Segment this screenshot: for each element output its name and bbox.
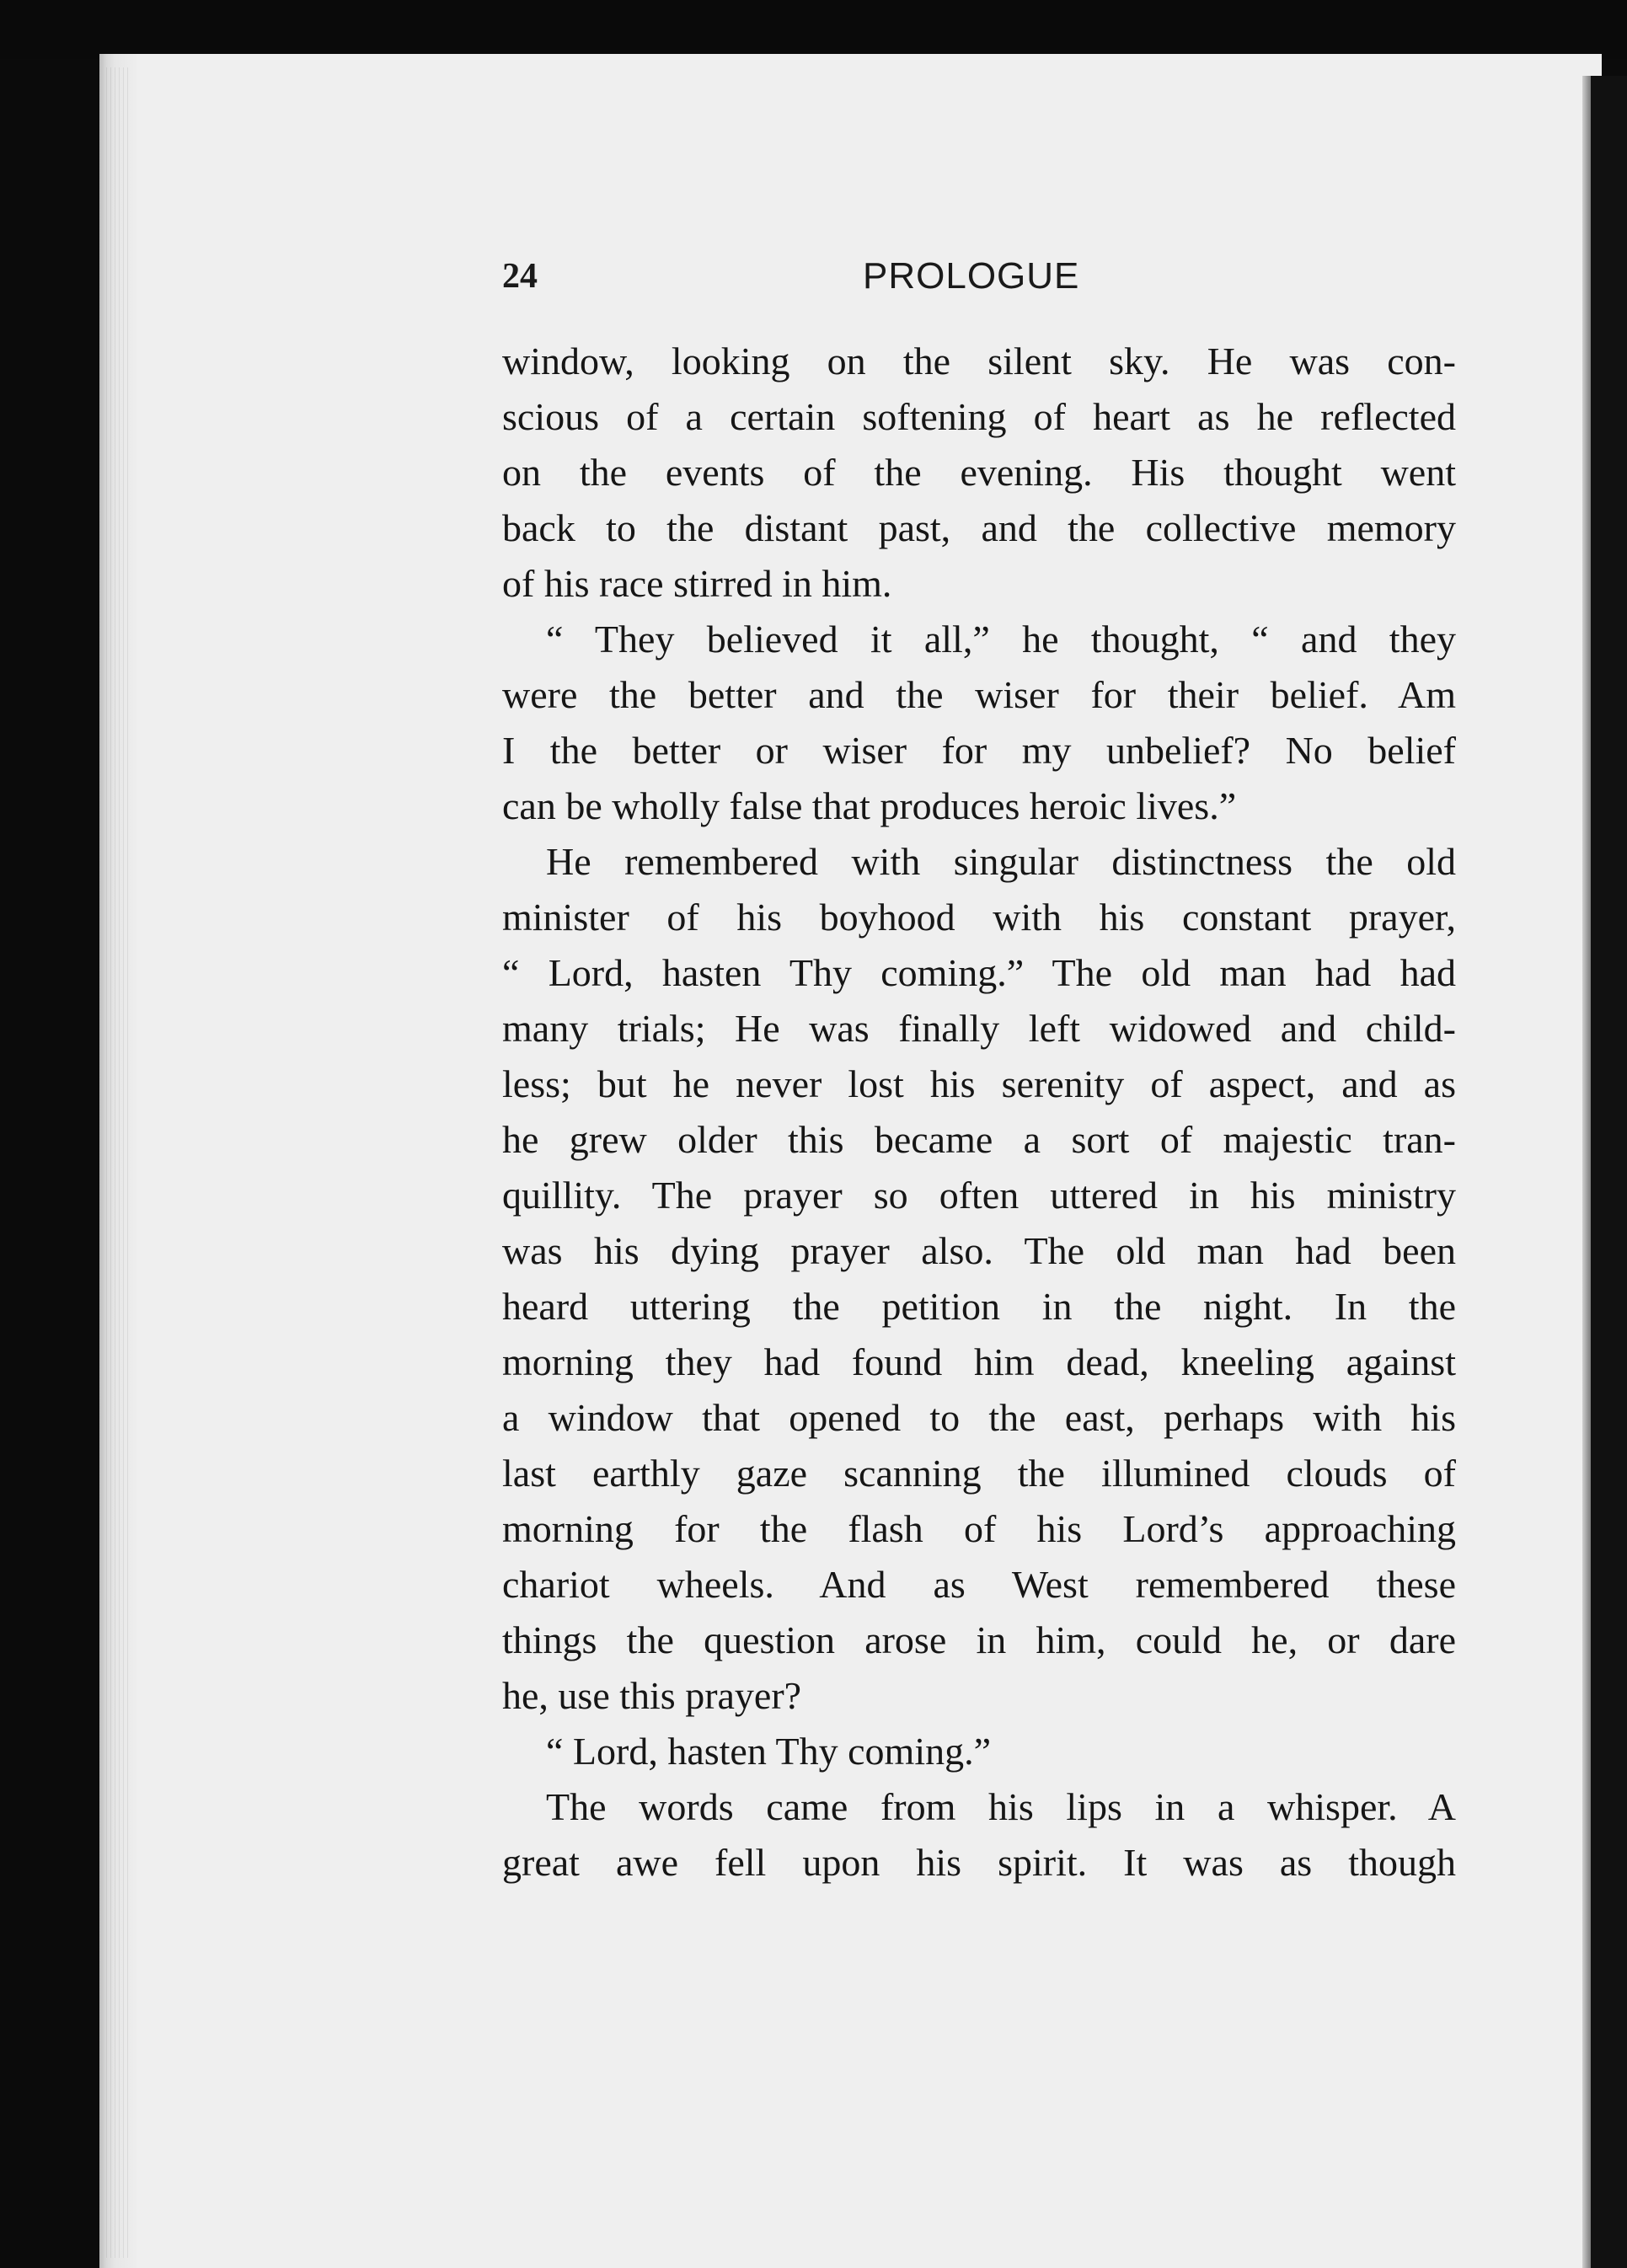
text-line: last earthly gaze scanning the illumined clouds of bbox=[502, 1452, 1456, 1495]
text-line: he grew older this became a sort of majestic tran- bbox=[502, 1118, 1456, 1161]
text-line: a window that opened to the east, perhaps with his bbox=[502, 1396, 1456, 1439]
text-line: were the better and the wiser for their belief. Am bbox=[502, 673, 1456, 716]
text-line: morning they had found him dead, kneeling against bbox=[502, 1340, 1456, 1383]
text-line: can be wholly false that produces heroic lives.” bbox=[502, 784, 1237, 827]
text-line: He remembered with singular distinctness the old bbox=[546, 840, 1456, 883]
text-line: “ They believed it all,” he thought, “ and they bbox=[546, 618, 1456, 661]
text-line: heard uttering the petition in the night. In the bbox=[502, 1285, 1456, 1328]
text-line: many trials; He was finally left widowed and child- bbox=[502, 1007, 1456, 1050]
text-line: of his race stirred in him. bbox=[502, 562, 892, 605]
text-line: “ Lord, hasten Thy coming.” bbox=[546, 1730, 992, 1773]
text-line: great awe fell upon his spirit. It was as though bbox=[502, 1841, 1456, 1884]
scan-border-right bbox=[1591, 76, 1627, 2268]
running-title: PROLOGUE bbox=[863, 255, 1080, 297]
text-line: was his dying prayer also. The old man had been bbox=[502, 1229, 1456, 1272]
page-gutter-texture bbox=[106, 67, 131, 2258]
running-header bbox=[502, 249, 1453, 303]
text-line: I the better or wiser for my unbelief? No belief bbox=[502, 729, 1456, 772]
text-line: scious of a certain softening of heart as he reflected bbox=[502, 395, 1456, 438]
text-line: morning for the flash of his Lord’s approaching bbox=[502, 1507, 1456, 1550]
text-line: minister of his boyhood with his constant prayer, bbox=[502, 896, 1456, 939]
text-line: The words came from his lips in a whisper. A bbox=[546, 1785, 1456, 1828]
text-line: quillity. The prayer so often uttered in his ministry bbox=[502, 1174, 1456, 1217]
body-text bbox=[502, 334, 1456, 1891]
text-line: things the question arose in him, could he, or dare bbox=[502, 1618, 1456, 1661]
text-line: he, use this prayer? bbox=[502, 1674, 802, 1717]
text-line: window, looking on the silent sky. He was con- bbox=[502, 340, 1456, 382]
text-line: “ Lord, hasten Thy coming.” The old man had had bbox=[502, 951, 1456, 994]
text-line: less; but he never lost his serenity of aspect, and as bbox=[502, 1062, 1456, 1105]
page-number: 24 bbox=[502, 257, 538, 296]
text-line: chariot wheels. And as West remembered these bbox=[502, 1563, 1456, 1606]
text-line: on the events of the evening. His thought went bbox=[502, 451, 1456, 494]
scan-border-top bbox=[0, 0, 1627, 59]
text-line: back to the distant past, and the collective memory bbox=[502, 506, 1456, 549]
